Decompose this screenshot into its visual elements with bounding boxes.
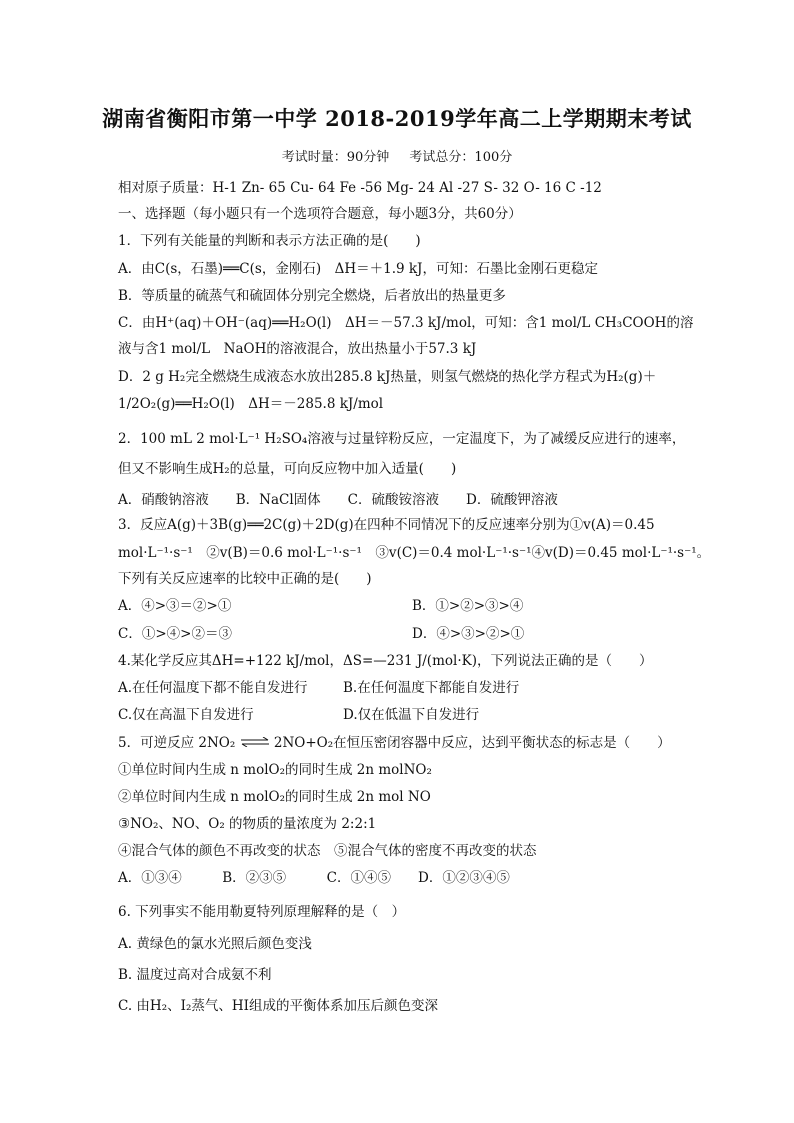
exam-time: 考试时量：90分钟 [281, 150, 390, 165]
q1-option-d-line2: 1/2O₂(g)══H₂O(l) ΔH＝－285.8 kJ/mol [118, 396, 384, 412]
q5-item-2: ②单位时间内生成 n molO₂的同时生成 2n mol NO [118, 789, 431, 805]
q5-stem-pre: 5．可逆反应 2NO₂ [118, 735, 236, 751]
q2-options: A．硝酸钠溶液 B．NaCl固体 C．硫酸铵溶液 D．硫酸钾溶液 [118, 492, 558, 508]
q4-option-c: C.仅在高温下自发进行 [118, 707, 254, 723]
q5-item-1: ①单位时间内生成 n molO₂的同时生成 2n molNO₂ [118, 762, 432, 778]
q2-stem-line2: 但又不影响生成H₂的总量，可向反应物中加入适量( ) [118, 461, 457, 477]
q4-stem: 4.某化学反应其ΔH=+122 kJ/mol，ΔS=—231 J/(mol·K)，下列说法正确的是（ ） [118, 653, 653, 669]
q4-option-d: D.仅在低温下自发进行 [343, 707, 480, 723]
page-title: 湖南省衡阳市第一中学 2018-2019学年高二上学期期末考试 [102, 106, 692, 131]
q4-option-a: A.在任何温度下都不能自发进行 [118, 680, 308, 696]
q3-stem-line2: mol·L⁻¹·s⁻¹ ②v(B)＝0.6 mol·L⁻¹·s⁻¹ ③v(C)＝0.4 mol·L⁻¹·s⁻¹④v(D)＝0.45 mol·L⁻¹·s⁻¹。 [118, 545, 711, 561]
q3-option-c: C．①>④>②＝③ [118, 626, 232, 642]
q5-item-4-5: ④混合气体的颜色不再改变的状态 ⑤混合气体的密度不再改变的状态 [118, 843, 537, 859]
q5-item-3: ③NO₂、NO、O₂ 的物质的量浓度为 2:2:1 [118, 816, 377, 832]
q6-option-a: A. 黄绿色的氯水光照后颜色变浅 [118, 936, 312, 952]
q1-option-d-line1: D．2 g H₂完全燃烧生成液态水放出285.8 kJ热量，则氢气燃烧的热化学方程式为H₂(g)＋ [118, 369, 657, 385]
exam-meta [0, 146, 794, 165]
q3-option-d: D．④>③>②>① [412, 626, 525, 642]
q5-stem [118, 731, 671, 751]
q1-option-c-line2: 液与含1 mol/L NaOH的溶液混合，放出热量小于57.3 kJ [118, 341, 477, 357]
q6-option-c: C. 由H₂、I₂蒸气、HI组成的平衡体系加压后颜色变深 [118, 998, 438, 1014]
q4-option-b: B.在任何温度下都能自发进行 [343, 680, 520, 696]
q1-option-b: B．等质量的硫蒸气和硫固体分别完全燃烧，后者放出的热量更多 [118, 288, 506, 304]
q5-stem-post: 2NO+O₂在恒压密闭容器中反应，达到平衡状态的标志是（ ） [273, 735, 671, 751]
exam-score: 考试总分：100分 [409, 150, 513, 165]
q3-stem-line3: 下列有关反应速率的比较中正确的是( ) [118, 571, 372, 587]
q1-stem: 1．下列有关能量的判断和表示方法正确的是( ) [118, 233, 421, 249]
q6-stem: 6. 下列事实不能用勒夏特列原理解释的是（ ） [118, 904, 406, 920]
q1-option-c-line1: C．由H⁺(aq)＋OH⁻(aq)══H₂O(l) ΔH＝－57.3 kJ/mol，可知：含1 mol/L CH₃COOH的溶 [118, 315, 694, 331]
q1-option-a: A．由C(s，石墨)══C(s，金刚石) ΔH＝＋1.9 kJ，可知：石墨比金刚石更稳定 [118, 261, 598, 277]
equilibrium-arrow-icon [240, 735, 270, 751]
section-heading: 一、选择题（每小题只有一个选项符合题意，每小题3分，共60分） [118, 206, 522, 222]
q3-option-a: A．④>③＝②>① [118, 598, 232, 614]
q2-stem-line1: 2．100 mL 2 mol·L⁻¹ H₂SO₄溶液与过量锌粉反应，一定温度下，为了减缓反应进行的速率， [118, 431, 686, 447]
q6-option-b: B. 温度过高对合成氨不利 [118, 967, 272, 983]
q5-options: A．①③④ B．②③⑤ C．①④⑤ D．①②③④⑤ [118, 870, 510, 886]
atomic-mass-line: 相对原子质量：H-1 Zn- 65 Cu- 64 Fe -56 Mg- 24 Al -27 S- 32 O- 16 C -12 [118, 180, 602, 196]
q3-stem-line1: 3．反应A(g)＋3B(g)══2C(g)＋2D(g)在四种不同情况下的反应速率分别为①v(A)＝0.45 [118, 517, 655, 533]
q3-option-b: B．①>②>③>④ [412, 598, 524, 614]
